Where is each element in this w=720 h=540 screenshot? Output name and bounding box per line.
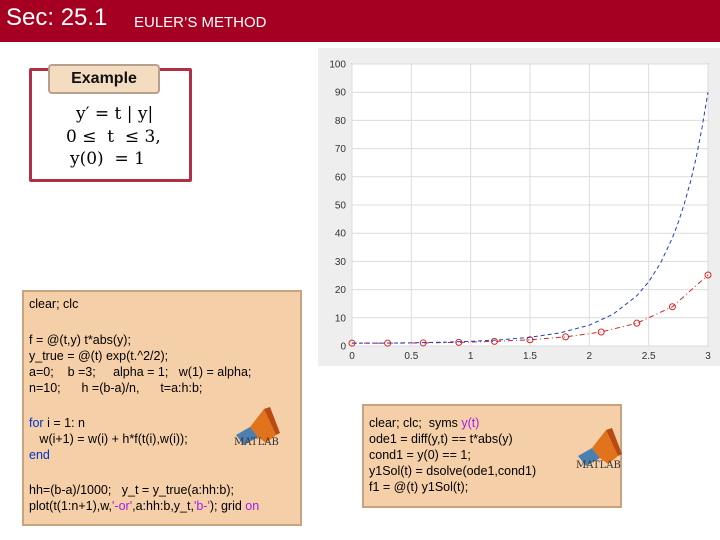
section-title: Sec: 25.1 <box>6 4 108 31</box>
code-line-plot <box>29 499 259 513</box>
y-tick-label: 50 <box>334 200 346 212</box>
keyword-end: end <box>29 448 50 462</box>
y-tick-label: 20 <box>334 285 346 297</box>
x-tick-label: 3 <box>705 351 711 362</box>
code-line-syms <box>369 416 479 430</box>
title-bar <box>0 0 720 42</box>
y-tick-label: 70 <box>334 144 346 156</box>
keyword-on: on <box>245 499 260 513</box>
syms-call: clear; clc; syms <box>369 416 462 430</box>
plot-args: ,a:hh:b,y_t, <box>132 499 194 513</box>
symbolic-var: y(t) <box>461 416 480 430</box>
equation-initial-condition: y(0) = 1 <box>70 149 145 169</box>
code-line: ode1 = diff(y,t) == t*abs(y) <box>369 432 513 446</box>
for-range: i = 1: n <box>43 416 85 430</box>
plot-close: ); grid <box>209 499 246 513</box>
x-tick-label: 0 <box>349 351 355 362</box>
y-tick-label: 10 <box>334 313 346 325</box>
matlab-logo-label: MATLAB <box>234 437 279 448</box>
topic-title: EULER’S METHOD <box>134 14 267 31</box>
code-line: f = @(t,y) t*abs(y); <box>29 333 131 347</box>
plot-call: plot(t(1:n+1),w, <box>29 499 113 513</box>
y-tick-label: 0 <box>340 341 346 353</box>
line-chart <box>318 48 720 366</box>
x-tick-label: 2 <box>586 351 593 362</box>
y-tick-label: 40 <box>334 228 346 240</box>
string-literal: '-or' <box>112 499 133 513</box>
y-tick-label: 30 <box>334 256 346 268</box>
equation-domain: 0 ≤ t ≤ 3, <box>66 127 161 147</box>
x-tick-label: 0.5 <box>404 351 419 362</box>
keyword-for: for <box>29 416 44 430</box>
code-line: hh=(b-a)/1000; y_t = y_true(a:hh:b); <box>29 483 234 497</box>
matlab-code-panel-euler <box>22 290 302 526</box>
y-tick-label: 90 <box>334 87 346 99</box>
code-line-loop-body: w(i+1) = w(i) + h*f(t(i),w(i)); <box>29 432 188 446</box>
plot-figure <box>318 48 720 366</box>
y-tick-label: 80 <box>334 115 346 127</box>
code-line: y1Sol(t) = dsolve(ode1,cond1) <box>369 464 537 478</box>
code-line: f1 = @(t) y1Sol(t); <box>369 480 469 494</box>
code-line: clear; clc <box>29 297 79 311</box>
string-literal: 'b-' <box>193 499 210 513</box>
example-tab: Example <box>48 64 160 94</box>
x-tick-label: 2.5 <box>641 351 656 362</box>
code-line: n=10; h =(b-a)/n, t=a:h:b; <box>29 381 203 395</box>
equation-ode: y′ = t | y| <box>76 104 154 124</box>
y-tick-label: 60 <box>334 172 346 184</box>
y-tick-label: 100 <box>329 59 346 71</box>
matlab-logo-icon <box>572 426 632 478</box>
code-line-end <box>29 448 50 462</box>
code-line: cond1 = y(0) == 1; <box>369 448 471 462</box>
matlab-logo-label: MATLAB <box>576 460 621 471</box>
x-tick-label: 1.5 <box>523 351 537 362</box>
code-line-for <box>29 416 85 430</box>
matlab-logo-icon <box>230 405 290 457</box>
x-tick-label: 1 <box>467 351 474 362</box>
code-line: a=0; b =3; alpha = 1; w(1) = alpha; <box>29 365 252 379</box>
code-line: y_true = @(t) exp(t.^2/2); <box>29 349 169 363</box>
